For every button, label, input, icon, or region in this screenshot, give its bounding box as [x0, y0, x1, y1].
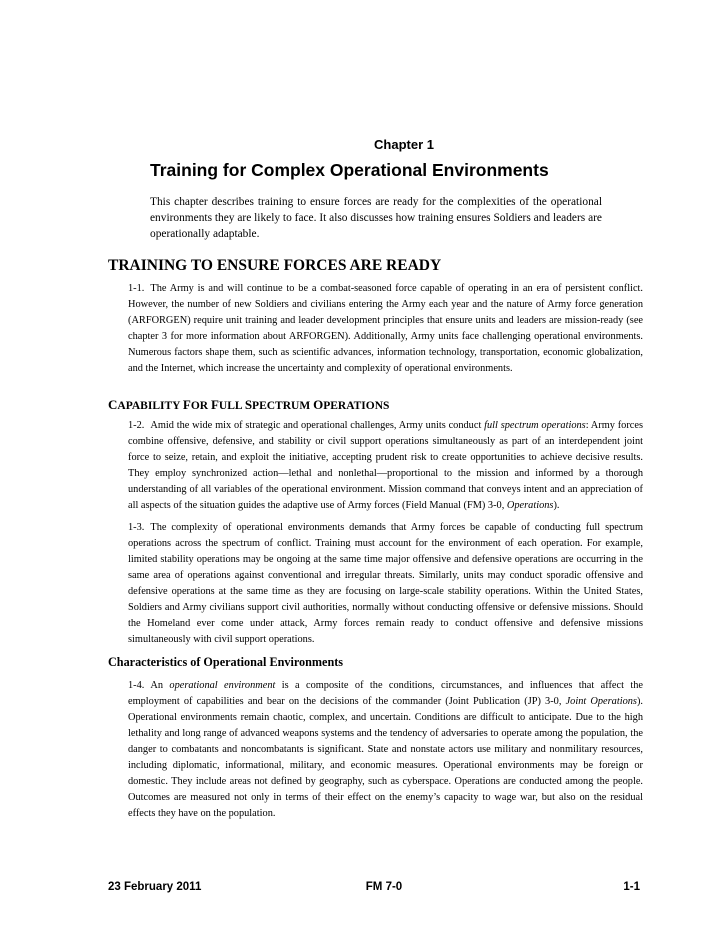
paragraph-text: The complexity of operational environments demands that Army forces be capable of conducting full spectrum operations across the spectrum of conflict. Training must account for the environment of each operation. For example, limited stability operations may be ongoing at the same time major offensive and defensive operations are occurring in the same area of operations against conventional and irregular threats. Similarly, units may conduct sporadic offensive and defensive operations at the same time as they are focusing on large-scale stability operations. Within the United States, Soldiers and Army civilians support civil authorities, normally without conducting offensive or defensive missions. Should the Homeland ever come under attack, Army forces remain ready to conduct offensive and defensive missions simultaneously with civil support operations. [128, 522, 643, 646]
paragraph-1-1 [128, 281, 643, 377]
paragraph-number: 1-4. [128, 680, 145, 691]
paragraph-1-2: 1-2. Amid the wide mix of strategic and operational challenges, Army units conduct full spectrum operations: Army forces combine offensive, defensive, and stability or civil support operations simultaneously as part of an interdependent joint force to seize, retain, and exploit the initiative, accepting prudent risk to create opportunities to achieve decisive results. They employ synchronized action—lethal and nonlethal—proportional to the mission and informed by a thorough understanding of all variables of the operational environment. Mission command that conveys intent and an appreciation of all aspects of the situation guides the adaptive use of Army forces (Field Manual (FM) 3-0, Operations). [128, 420, 643, 512]
footer-page-number: 1-1 [623, 881, 640, 893]
footer-publication: FM 7-0 [365, 881, 403, 893]
chapter-title: Training for Complex Operational Environments [150, 160, 549, 180]
chapter-intro: This chapter describes training to ensure forces are ready for the complexities of the operational environments they are likely to face. It also discusses how training ensures Soldiers and leaders are operationally adaptable. [150, 196, 602, 240]
paragraph-number: 1-2. [128, 420, 145, 431]
chapter-label: Chapter 1 [374, 137, 434, 152]
defined-term: operational environment [169, 680, 276, 691]
reference-title: Operations [506, 500, 554, 512]
reference-title: Joint Operations [565, 696, 637, 708]
paragraph-number: 1-1. [128, 283, 145, 294]
section-heading-capability: CAPABILITY FOR FULL SPECTRUM OPERATIONS [108, 397, 390, 412]
defined-term: full spectrum operations [484, 420, 586, 431]
footer-date: 23 February 2011 [108, 881, 202, 893]
paragraph-1-4: 1-4. An operational environment is a composite of the conditions, circumstances, and influences that affect the employment of capabilities and bear on the decisions of the commander (Joint Publication (JP) 3-0, Joint Operations). Operational environments remain chaotic, complex, and uncertain. Conditions are difficult to anticipate. Due to the high lethality and long range of advanced weapons systems and the tendency of adversaries to operate among the population, the danger to combatants and noncombatants is significant. State and nonstate actors use military and nonmilitary resources, including diplomatic, informational, military, and economic measures. Operational environments may be foreign or domestic. They include areas not defined by geography, such as cyberspace. Operations are conducted among the people. Outcomes are measured not only in terms of their effect on the enemy’s capacity to wage war, but also on the residual effects they have on the population. [128, 680, 643, 820]
section-heading-characteristics: Characteristics of Operational Environments [108, 655, 344, 669]
paragraph-text: The Army is and will continue to be a combat-seasoned force capable of operating in an era of persistent conflict. However, the number of new Soldiers and civilians entering the Army each year and the nature of Army force generation (ARFORGEN) require unit training and leader development principles that ensure units and leaders are mission-ready (see chapter 3 for more information about ARFORGEN). Additionally, Army units face challenging operational environments. Numerous factors shape them, such as scientific advances, information technology, transportation, economic globalization, and the Internet, which increase the uncertainty and complexity of operational environments. [128, 283, 643, 375]
section-heading-training: TRAINING TO ENSURE FORCES ARE READY [108, 257, 442, 274]
paragraph-number: 1-3. [128, 522, 145, 533]
paragraph-1-3 [128, 520, 643, 648]
